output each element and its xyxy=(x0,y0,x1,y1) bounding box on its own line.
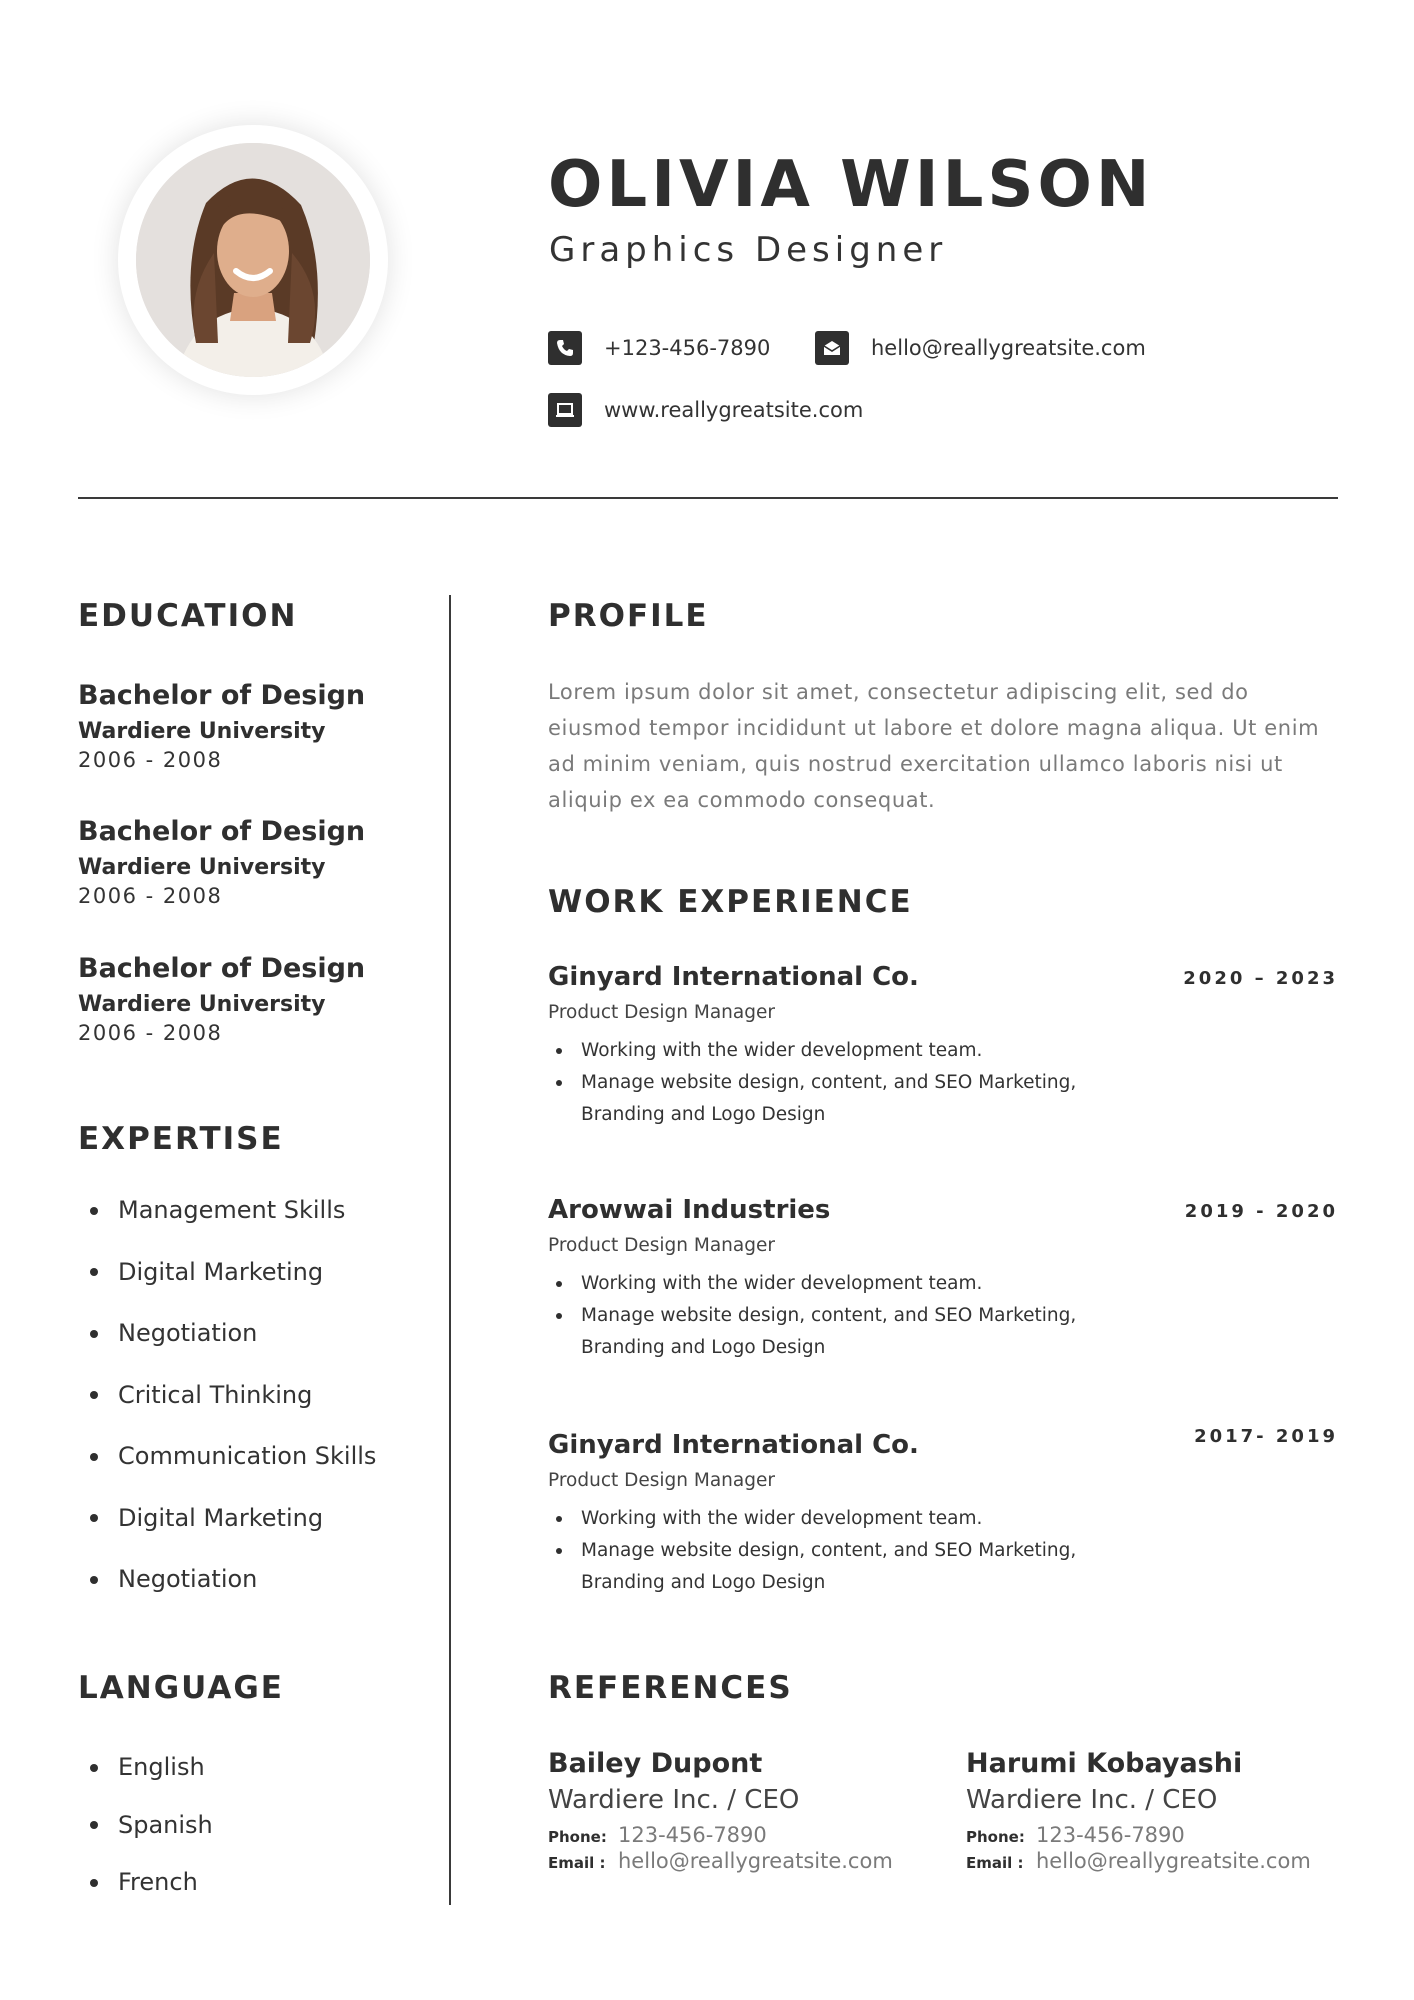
education-entry xyxy=(78,680,418,772)
education-degree: Bachelor of Design xyxy=(78,680,366,711)
mail-icon xyxy=(815,331,849,365)
work-experience-heading: WORK EXPERIENCE xyxy=(548,884,913,920)
job-role: Product Design Manager xyxy=(548,1470,775,1491)
education-years: 2006 - 2008 xyxy=(78,748,223,772)
profile-photo-frame xyxy=(118,125,388,395)
list-item: English xyxy=(88,1739,213,1797)
language-list xyxy=(88,1739,213,1912)
education-entry xyxy=(78,953,418,1045)
list-item: Digital Marketing xyxy=(88,1242,376,1304)
list-item: Manage website design, content, and SEO Marketing, Branding and Logo Design xyxy=(548,1300,1108,1364)
job-role: Product Design Manager xyxy=(548,1235,775,1256)
candidate-name: OLIVIA WILSON xyxy=(548,148,1154,222)
job-company: Arowwai Industries xyxy=(548,1195,831,1225)
education-heading: EDUCATION xyxy=(78,598,298,634)
reference-phone-label: Phone: xyxy=(548,1828,607,1846)
candidate-title: Graphics Designer xyxy=(549,230,948,270)
email-text: hello@reallygreatsite.com xyxy=(871,336,1146,360)
reference-phone-label: Phone: xyxy=(966,1828,1025,1846)
laptop-icon xyxy=(548,393,582,427)
reference-org: Wardiere Inc. / CEO xyxy=(966,1785,1218,1815)
phone-icon xyxy=(548,331,582,365)
profile-heading: PROFILE xyxy=(548,598,709,634)
list-item: Communication Skills xyxy=(88,1426,376,1488)
phone-text: +123-456-7890 xyxy=(604,336,771,360)
contact-phone xyxy=(548,331,770,365)
education-degree: Bachelor of Design xyxy=(78,953,366,984)
reference-name: Harumi Kobayashi xyxy=(966,1748,1243,1779)
profile-text: Lorem ipsum dolor sit amet, consectetur adipiscing elit, sed do eiusmod tempor incididunt ut labore et dolore magna aliqua. Ut enim ad minim veniam, quis nostrud exercitation ullamco laboris nisi ut aliquip ex ea commodo consequat. xyxy=(548,680,1320,812)
list-item: Negotiation xyxy=(88,1549,376,1611)
list-item: Working with the wider development team. xyxy=(548,1035,1108,1067)
language-heading: LANGUAGE xyxy=(78,1670,284,1706)
list-item: Spanish xyxy=(88,1797,213,1855)
header-divider xyxy=(78,497,1338,499)
job-entry xyxy=(548,1195,1338,1364)
reference-entry xyxy=(548,1748,968,1873)
contact-website xyxy=(548,393,863,427)
reference-phone: 123-456-7890 xyxy=(1036,1823,1185,1847)
list-item: Working with the wider development team. xyxy=(548,1503,1108,1535)
profile-photo-illustration xyxy=(136,143,370,377)
reference-email-label: Email : xyxy=(548,1854,606,1872)
job-role: Product Design Manager xyxy=(548,1002,775,1023)
website-text: www.reallygreatsite.com xyxy=(604,398,864,422)
reference-entry xyxy=(966,1748,1386,1873)
education-entry xyxy=(78,816,418,908)
expertise-list xyxy=(88,1180,376,1611)
education-years: 2006 - 2008 xyxy=(78,884,223,908)
list-item: Critical Thinking xyxy=(88,1365,376,1427)
reference-email-label: Email : xyxy=(966,1854,1024,1872)
job-years: 2019 - 2020 xyxy=(1184,1201,1338,1222)
job-entry xyxy=(548,962,1338,1131)
list-item: Negotiation xyxy=(88,1303,376,1365)
column-divider xyxy=(449,595,451,1905)
reference-email: hello@reallygreatsite.com xyxy=(618,1849,893,1873)
education-school: Wardiere University xyxy=(78,855,326,880)
expertise-heading: EXPERTISE xyxy=(78,1121,284,1157)
list-item: Digital Marketing xyxy=(88,1488,376,1550)
reference-phone: 123-456-7890 xyxy=(618,1823,767,1847)
reference-name: Bailey Dupont xyxy=(548,1748,763,1779)
reference-email: hello@reallygreatsite.com xyxy=(1036,1849,1311,1873)
list-item: Manage website design, content, and SEO Marketing, Branding and Logo Design xyxy=(548,1535,1108,1599)
education-years: 2006 - 2008 xyxy=(78,1021,223,1045)
job-years: 2020 – 2023 xyxy=(1183,968,1338,989)
education-degree: Bachelor of Design xyxy=(78,816,366,847)
profile-photo xyxy=(136,143,370,377)
contact-email xyxy=(815,331,1146,365)
job-company: Ginyard International Co. xyxy=(548,1430,919,1460)
reference-org: Wardiere Inc. / CEO xyxy=(548,1785,800,1815)
job-years: 2017- 2019 xyxy=(1194,1426,1338,1447)
education-school: Wardiere University xyxy=(78,719,326,744)
list-item: Manage website design, content, and SEO Marketing, Branding and Logo Design xyxy=(548,1067,1108,1131)
list-item: Management Skills xyxy=(88,1180,376,1242)
references-heading: REFERENCES xyxy=(548,1670,793,1706)
list-item: French xyxy=(88,1854,213,1912)
list-item: Working with the wider development team. xyxy=(548,1268,1108,1300)
job-entry xyxy=(548,1426,1338,1599)
job-company: Ginyard International Co. xyxy=(548,962,919,992)
education-school: Wardiere University xyxy=(78,992,326,1017)
